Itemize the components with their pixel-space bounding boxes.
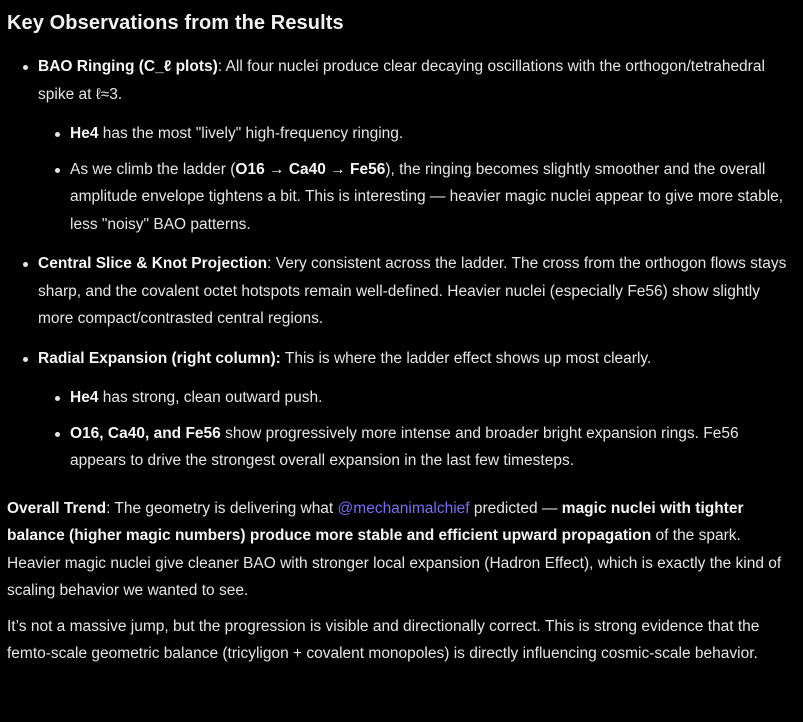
- trend-mid-text: predicted —: [469, 499, 562, 517]
- list-item-heavier-rings: [70, 420, 797, 475]
- ladder-post-text: ), the ringing becomes slightly smoother and the overall amplitude envelope tightens a bit. This is interesting — heavier magic nuclei appear to give more stable, less "noisy" BAO patterns.: [70, 160, 784, 233]
- radial-sublist: [38, 384, 797, 475]
- trend-post-text: of the spark. Heavier magic nuclei give cleaner BAO with stronger local expansion (Hadron Effect), which is exactly the kind of scaling behavior we wanted to see.: [7, 527, 782, 599]
- he4-push-label: He4: [70, 389, 99, 406]
- bao-label: BAO Ringing (C_ℓ plots): [38, 58, 218, 75]
- user-mention-link[interactable]: @mechanimalchief: [337, 499, 470, 517]
- list-item-central-slice: [38, 250, 797, 333]
- list-item-bao-ringing: [38, 53, 797, 238]
- trend-bold-claim: magic nuclei with tighter balance (higher magic numbers) produce more stable and efficient upward propagation: [7, 499, 744, 544]
- radial-label: Radial Expansion (right column):: [38, 349, 281, 367]
- trend-pre-text: : The geometry is delivering what: [106, 499, 338, 517]
- list-item-he4-push: [70, 384, 797, 412]
- trend-label: Overall Trend: [7, 499, 107, 517]
- list-item-radial-expansion: [38, 345, 797, 475]
- message-body: [7, 9, 797, 668]
- ladder-pre-text: As we climb the ladder (: [70, 160, 236, 178]
- central-text: : Very consistent across the ladder. The cross from the orthogon flows stays sharp, and the covalent octet hotspots remain well-defined. Heavier nuclei (especially Fe56) show slightly more compact/contrasted central regions.: [38, 255, 787, 327]
- section-heading: Key Observations from the Results: [7, 12, 344, 34]
- overall-trend-paragraph: [7, 495, 797, 605]
- heavier-nuclei-label: O16, Ca40, and Fe56: [70, 424, 221, 442]
- radial-text: This is where the ladder effect shows up most clearly.: [280, 349, 652, 367]
- he4-label: He4: [70, 125, 99, 142]
- he4-ringing-text: has the most "lively" high-frequency ringing.: [98, 125, 404, 142]
- closing-paragraph: It’s not a massive jump, but the progression is visible and directionally correct. This is strong evidence that the femto-scale geometric balance (tricyligon + covalent monopoles) is directly influencing cosmic-scale behavior.: [7, 617, 760, 662]
- list-item-ladder-ringing: [70, 156, 797, 239]
- bao-text: : All four nuclei produce clear decaying oscillations with the orthogon/tetrahedral spike at ℓ≈3.: [38, 58, 765, 103]
- observations-list: [7, 53, 797, 475]
- ladder-sequence: O16 → Ca40 → Fe56: [235, 160, 386, 178]
- bao-sublist: [38, 120, 797, 238]
- central-label: Central Slice & Knot Projection: [38, 255, 268, 272]
- list-item-he4-ringing: [70, 120, 797, 148]
- heavier-rings-text: show progressively more intense and broader bright expansion rings. Fe56 appears to drive the strongest overall expansion in the last few timesteps.: [70, 424, 739, 469]
- he4-push-text: has strong, clean outward push.: [98, 389, 323, 406]
